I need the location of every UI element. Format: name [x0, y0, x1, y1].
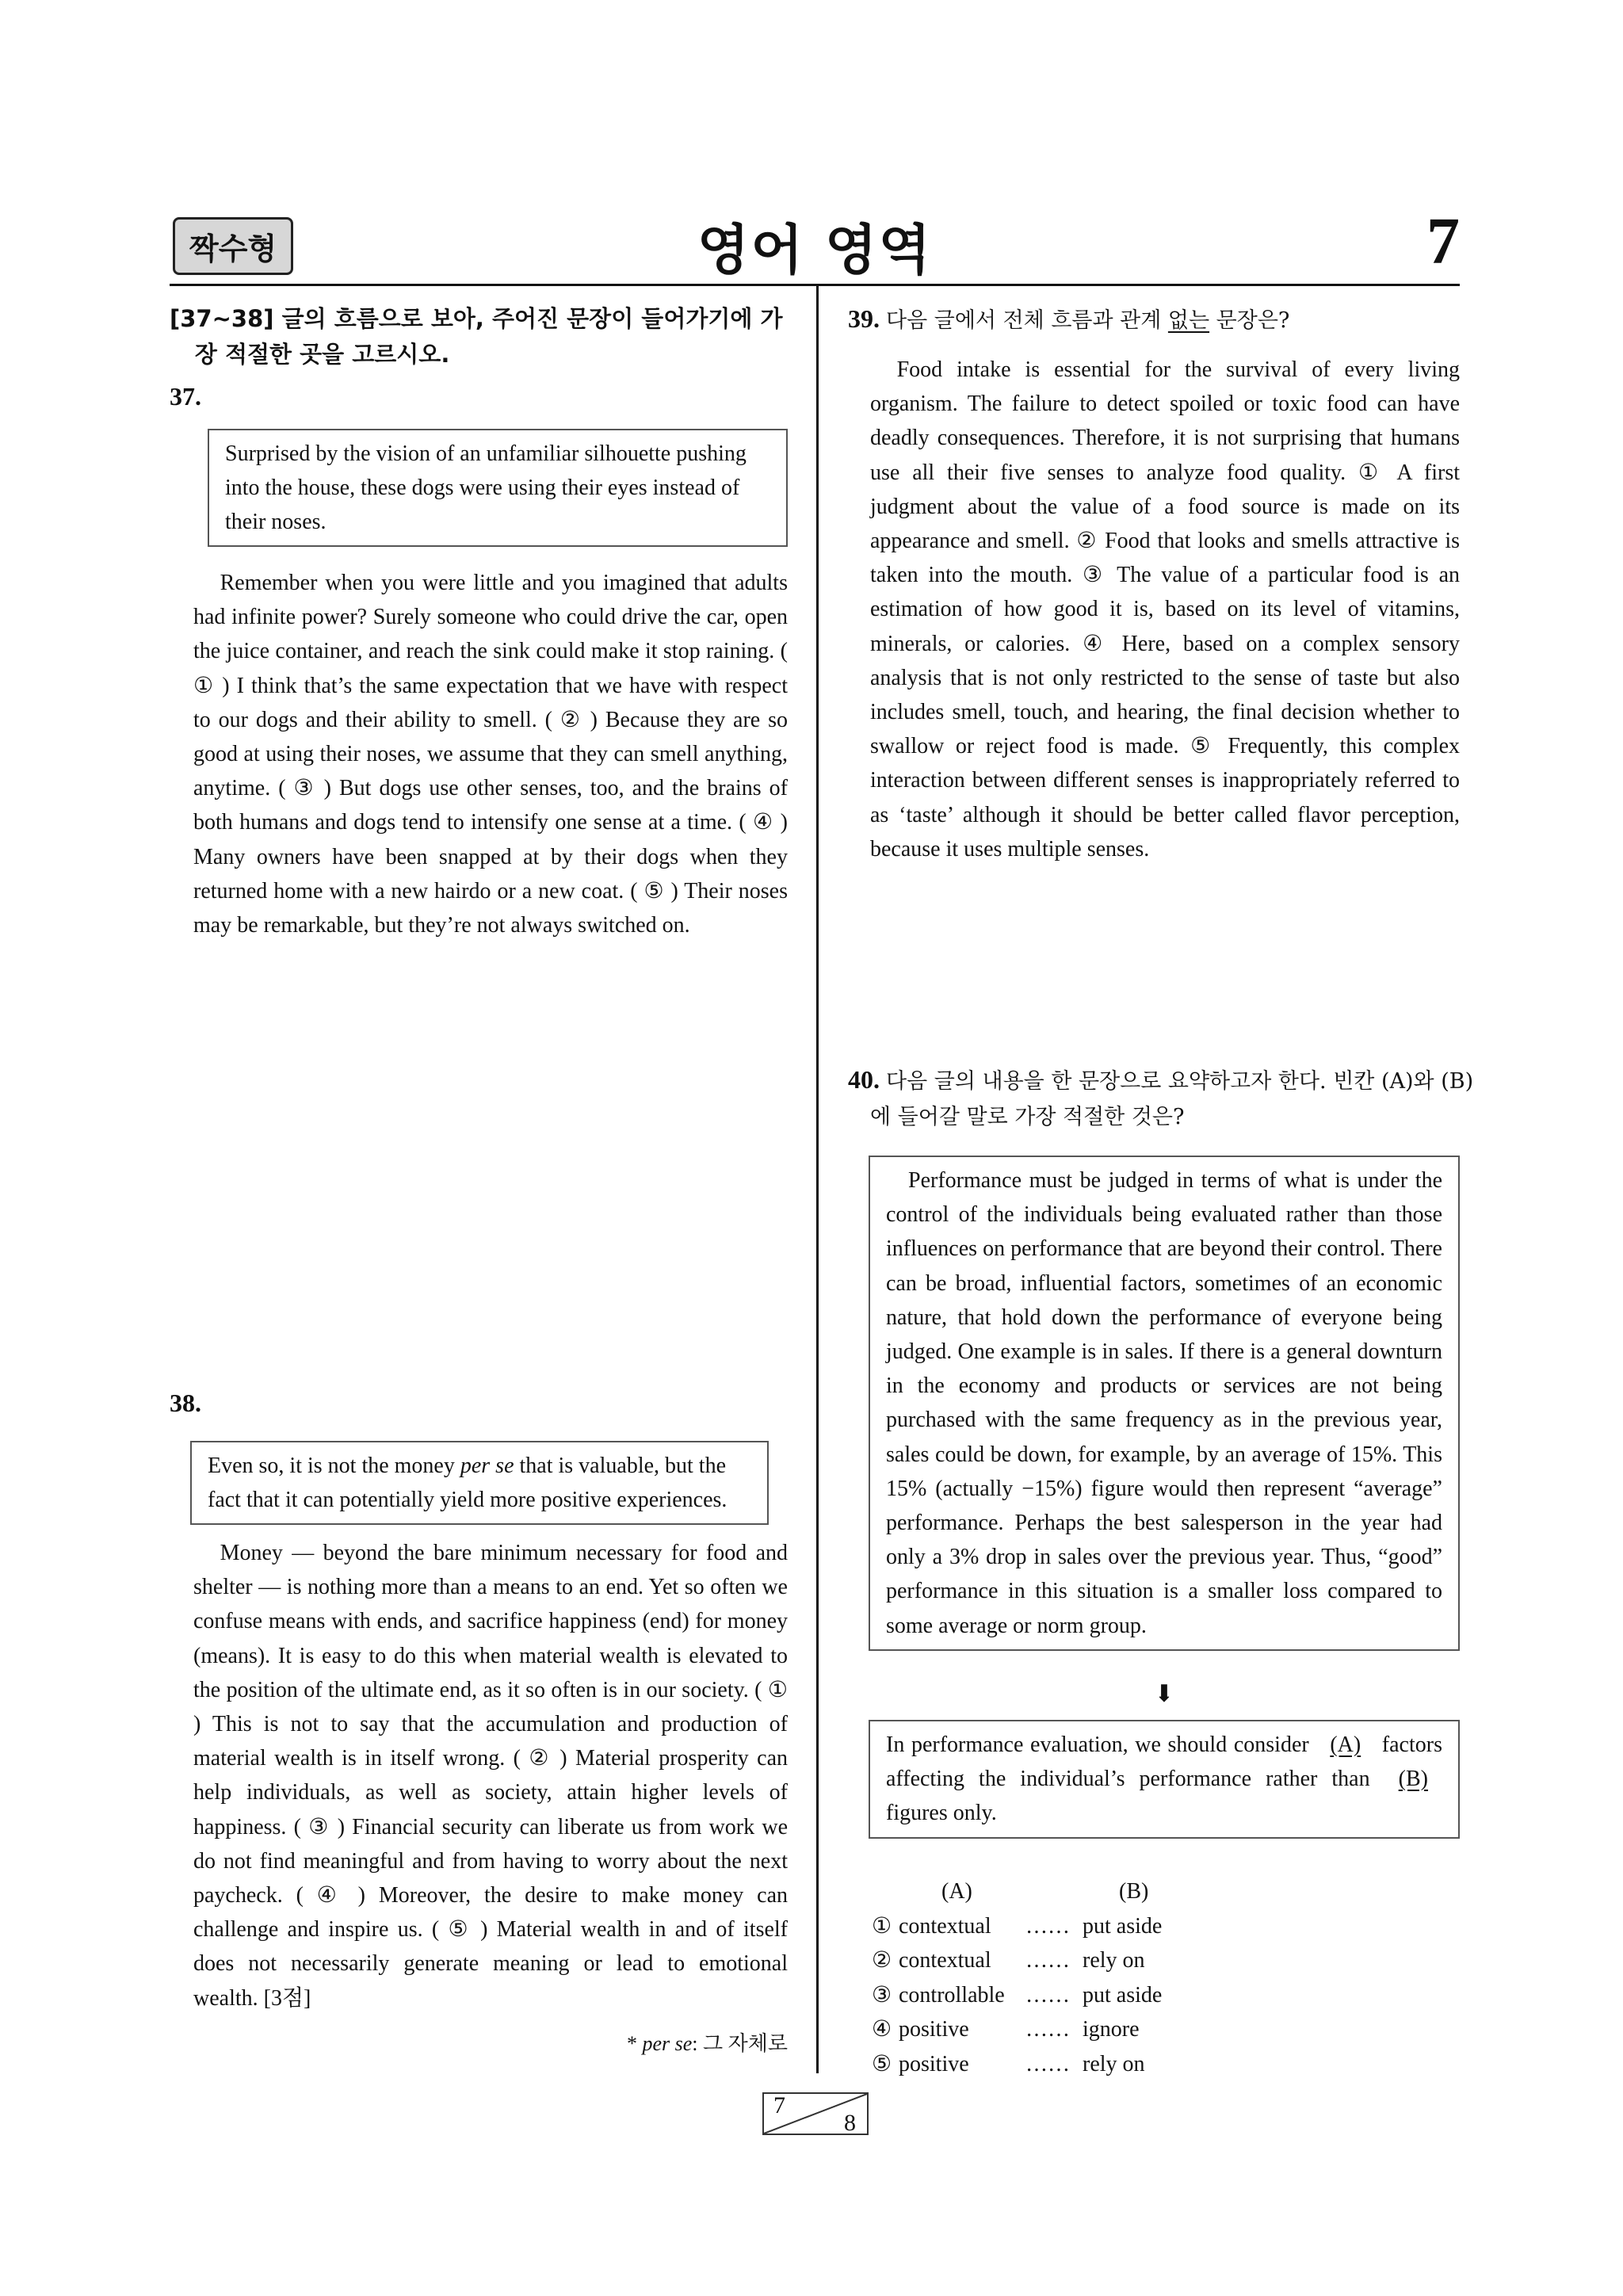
option-b-value: put aside [1083, 1982, 1163, 2008]
answer-option[interactable] [872, 1943, 1162, 1978]
option-separator: …… [1025, 1948, 1070, 1973]
option-number: ② [872, 1948, 892, 1973]
option-separator: …… [1025, 2051, 1070, 2076]
question-38-passage: Money — beyond the bare minimum necessary for food and shelter — is nothing more than a means to an end. Yet so often we confuse means with ends, and sacrifice happiness (end) for money (means). It is easy to do this when material wealth is elevated to the position of the ultimate end, as it so often is in our society. ( ① ) This is not to say that the accumulation and production of material wealth is in itself wrong. ( ② ) Material prosperity can help individuals, as well as society, attain higher levels of happiness. ( ③ ) Financial security can liberate us from work we do not find meaningful and from having to worry about the next paycheck. ( ④ ) Moreover, the desire to make money can challenge and inspire us. ( ⑤ ) Material wealth in and of itself does not necessarily generate meaning or lead to emotional wealth. [3점] [193, 1541, 788, 2011]
question-37-given-sentence [208, 429, 788, 547]
footnote-term: per se [642, 2032, 693, 2055]
question-37-number: 37. [170, 382, 201, 411]
summary-arrow-icon: ⬇ [1154, 1681, 1174, 1707]
summary-text-1: In performance evaluation, we should consider [886, 1733, 1316, 1757]
page-total: 8 [844, 2110, 856, 2136]
question-39-number: 39. [848, 304, 880, 333]
option-number: ③ [872, 1982, 892, 2008]
option-number: ⑤ [872, 2051, 892, 2076]
page-header [170, 204, 1460, 287]
instruction-37-38: [37~38] 글의 흐름으로 보아, 주어진 문장이 들어가기에 가장 적절한 곳을 고르시오. [170, 305, 783, 368]
option-separator: …… [1025, 1982, 1070, 2008]
page-indicator [762, 2092, 869, 2135]
option-b-value: put aside [1083, 1913, 1163, 1939]
column-a-label: (A) [941, 1879, 972, 1904]
options-header [872, 1874, 1162, 1909]
question-40-number: 40. [848, 1065, 880, 1094]
exam-type-badge: 짝수형 [173, 217, 293, 275]
footnote-mark: * [626, 2032, 643, 2055]
page-current: 7 [773, 2092, 785, 2118]
option-separator: …… [1025, 1913, 1070, 1939]
option-separator: …… [1025, 2017, 1070, 2042]
option-a-value: contextual [899, 1913, 991, 1939]
option-number: ① [872, 1913, 892, 1939]
question-40-options [872, 1874, 1162, 2081]
footnote-definition: : 그 자체로 [692, 2032, 788, 2055]
answer-option[interactable] [872, 1909, 1162, 1944]
question-38-given-sentence [190, 1441, 769, 1525]
summary-text-2: factors affecting the individual’s performance rather than [886, 1733, 1442, 1792]
column-divider [816, 286, 819, 2073]
answer-option[interactable] [872, 2047, 1162, 2082]
question-37-passage: Remember when you were little and you imagined that adults had infinite power? Surely someone who could drive the car, open the juice container, and reach the sink could make it stop raining. ( ① ) I think that’s the same expectation that we have with respect to our dogs and their ability to smell. ( ② ) Because they are so good at using their noses, we assume that they can smell anything, anytime. ( ③ ) But dogs use other senses, too, and the brains of both humans and dogs tend to intensify one sense at a time. ( ④ ) Many owners have been snapped at by their dogs when they returned home with a new hairdo or a new coat. ( ⑤ ) Their noses may be remarkable, but they’re not always switched on. [193, 571, 789, 938]
option-a-value: positive [899, 2017, 969, 2042]
answer-option[interactable] [872, 1978, 1162, 2013]
stem-text-end: 문장은? [1209, 308, 1290, 333]
given-sentence-italic: per se [460, 1454, 514, 1478]
column-b-label: (B) [1119, 1879, 1149, 1904]
answer-option[interactable] [872, 2012, 1162, 2047]
summary-sentence [886, 1728, 1442, 1831]
option-b-value: ignore [1083, 2017, 1140, 2042]
given-sentence-text-end: that is valuable, but the fact that it can potentially yield more positive experiences. [208, 1454, 727, 1512]
question-39-passage: Food intake is essential for the survival of every living organism. The failure to detect spoiled or toxic food can have deadly consequences. Therefore, it is not surprising that humans use all their five senses to analyze food quality. ① A first judgment about the value of a food source is made on its appearance and smell. ② Food that looks and smells attractive is taken into the mouth. ③ The value of a particular food is an estimation of how good it is, based on its level of vitamins, minerals, or calories. ④ Here, based on a complex sensory analysis that is not only restricted to the sense of taste but also includes smell, touch, and hearing, the final decision whether to swallow or reject food is made. ⑤ Frequently, this complex interaction between different senses is inappropriately referred to as ‘taste’ although it should be better called flavor perception, because it uses multiple senses. [870, 357, 1460, 861]
option-a-value: contextual [899, 1948, 991, 1973]
page-number: 7 [1426, 204, 1460, 278]
option-a-value: controllable [899, 1982, 1005, 2008]
header-divider [170, 284, 1460, 286]
stem-underlined-word: 없는 [1167, 308, 1210, 333]
option-b-value: rely on [1083, 1948, 1145, 1973]
option-b-value: rely on [1083, 2051, 1145, 2076]
stem-text: 다음 글의 내용을 한 문장으로 요약하고자 한다. 빈칸 (A)와 (B)에 들어갈 말로 가장 적절한 것은? [870, 1069, 1474, 1129]
question-40-passage-box [869, 1156, 1460, 1651]
question-40-summary-box [869, 1720, 1460, 1839]
option-a-value: positive [899, 2051, 969, 2076]
option-list [872, 1909, 1162, 2082]
right-column [848, 301, 1474, 2076]
question-38-number: 38. [170, 1389, 201, 1417]
stem-text: 다음 글에서 전체 흐름과 관계 [886, 308, 1168, 333]
blank-b: (B) [1398, 1767, 1428, 1792]
question-40-stem [848, 1062, 1482, 1135]
question-39-stem [848, 301, 1460, 338]
given-sentence-text: Even so, it is not the money [208, 1454, 460, 1478]
option-number: ④ [872, 2017, 892, 2042]
blank-a: (A) [1330, 1733, 1361, 1757]
given-sentence-text: Surprised by the vision of an unfamiliar silhouette pushing into the house, these dogs were using their eyes instead of their noses. [225, 441, 747, 534]
footnote [627, 2027, 788, 2057]
summary-text-3: figures only. [886, 1801, 997, 1826]
page-title: 영어 영역 [697, 220, 933, 282]
left-column [170, 301, 789, 2055]
question-40-passage: Performance must be judged in terms of what is under the control of the individuals being evaluated rather than those influences on performance that are beyond their control. There can be broad, influential factors, sometimes of an economic nature, that hold down the performance of everyone being judged. One example is in sales. If there is a general downturn in the economy and products or services are not being purchased with the same frequency as in the previous year, sales could be down, for example, by an average of 15%. This 15% (actually −15%) figure would then represent “average” performance. Perhaps the best salesperson in the year had only a 3% drop in sales over the previous year. Thus, “good” performance in this situation is a smaller loss compared to some average or norm group. [886, 1168, 1442, 1638]
